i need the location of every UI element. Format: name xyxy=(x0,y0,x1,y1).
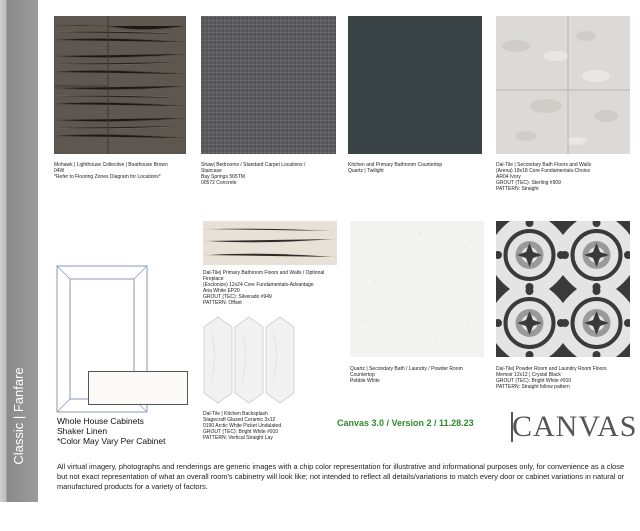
secondary-bath-tile-swatch xyxy=(496,16,630,154)
carpet-caption: Shaw| Bedrooms / Standard Carpet Locations / Staircase Bay Springs 565TM 00572 Concrete xyxy=(201,162,306,186)
countertop-swatch xyxy=(348,16,482,154)
carpet-swatch xyxy=(201,16,336,154)
collection-label: Classic | Fanfare xyxy=(11,367,26,465)
powder-room-tile-caption: Dal-Tile| Powder Room and Laundry Room Floors Memoir 12x12 | Crystal Black GROUT (TEC): Bright White #910 PATTERN: Straight follow pattern xyxy=(496,366,607,390)
countertop-caption: Kitchen and Primary Bathroom Countertop Quartz | Twilight xyxy=(348,162,443,174)
secondary-counter-caption: Quartz | Secondary Bath / Laundry / Powder Room Countertop Pebble White xyxy=(350,366,463,384)
version-label: Canvas 3.0 / Version 2 / 11.28.23 xyxy=(337,418,474,428)
primary-bath-tile-swatch xyxy=(203,221,337,265)
flooring-swatch xyxy=(54,16,186,154)
backsplash-swatch xyxy=(203,313,295,407)
powder-room-tile-swatch xyxy=(496,221,630,357)
cabinet-color-chip xyxy=(88,371,188,405)
sidebar xyxy=(0,0,38,502)
cabinets-caption: Whole House Cabinets Shaker Linen *Color May Vary Per Cabinet xyxy=(57,416,166,446)
canvas-logo: CANVAS xyxy=(512,410,638,443)
secondary-bath-tile-caption: Dal-Tile | Secondary Bath Floors and Walls (Arena) 18x18 Core Fundamentals-Choice AR04 Ivory GROUT (TEC): Sterling #909 PATTERN: Straight xyxy=(496,162,592,192)
secondary-counter-swatch xyxy=(350,221,484,357)
disclaimer: All virtual imagery, photographs and renderings are generic images with a chip color representation for illustrative and informational purposes only, for convenience as a close but not exact representation of what an overall room's cabinetry will look like; not intended to reflect all details/variations to match every door or cabinet variations in natural or manufactured products for a variety of factors. xyxy=(57,462,625,491)
backsplash-caption: Dal-Tile | Kitchen Backsplash Stagecraft Glazed Ceramic 3x12 0190 Arctic White Picket Undulated GROUT (TEC): Bright White #910 PATTERN: Vertical Straight Lay xyxy=(203,411,282,441)
primary-bath-tile-caption: Dal-Tile| Primary Bathroom Floors and Walls / Optional Fireplace (Exclonize) 12x24 Core Fundamentals-Advantage Aria White EP20 GROUT (TEC): Silverado #949 PATTERN: Offset xyxy=(203,270,325,306)
flooring-caption: Mohawk | Lighthouse Collective | Boathouse Brown 04W *Refer to Flooring Zones Diagram for Locations* xyxy=(54,162,168,180)
